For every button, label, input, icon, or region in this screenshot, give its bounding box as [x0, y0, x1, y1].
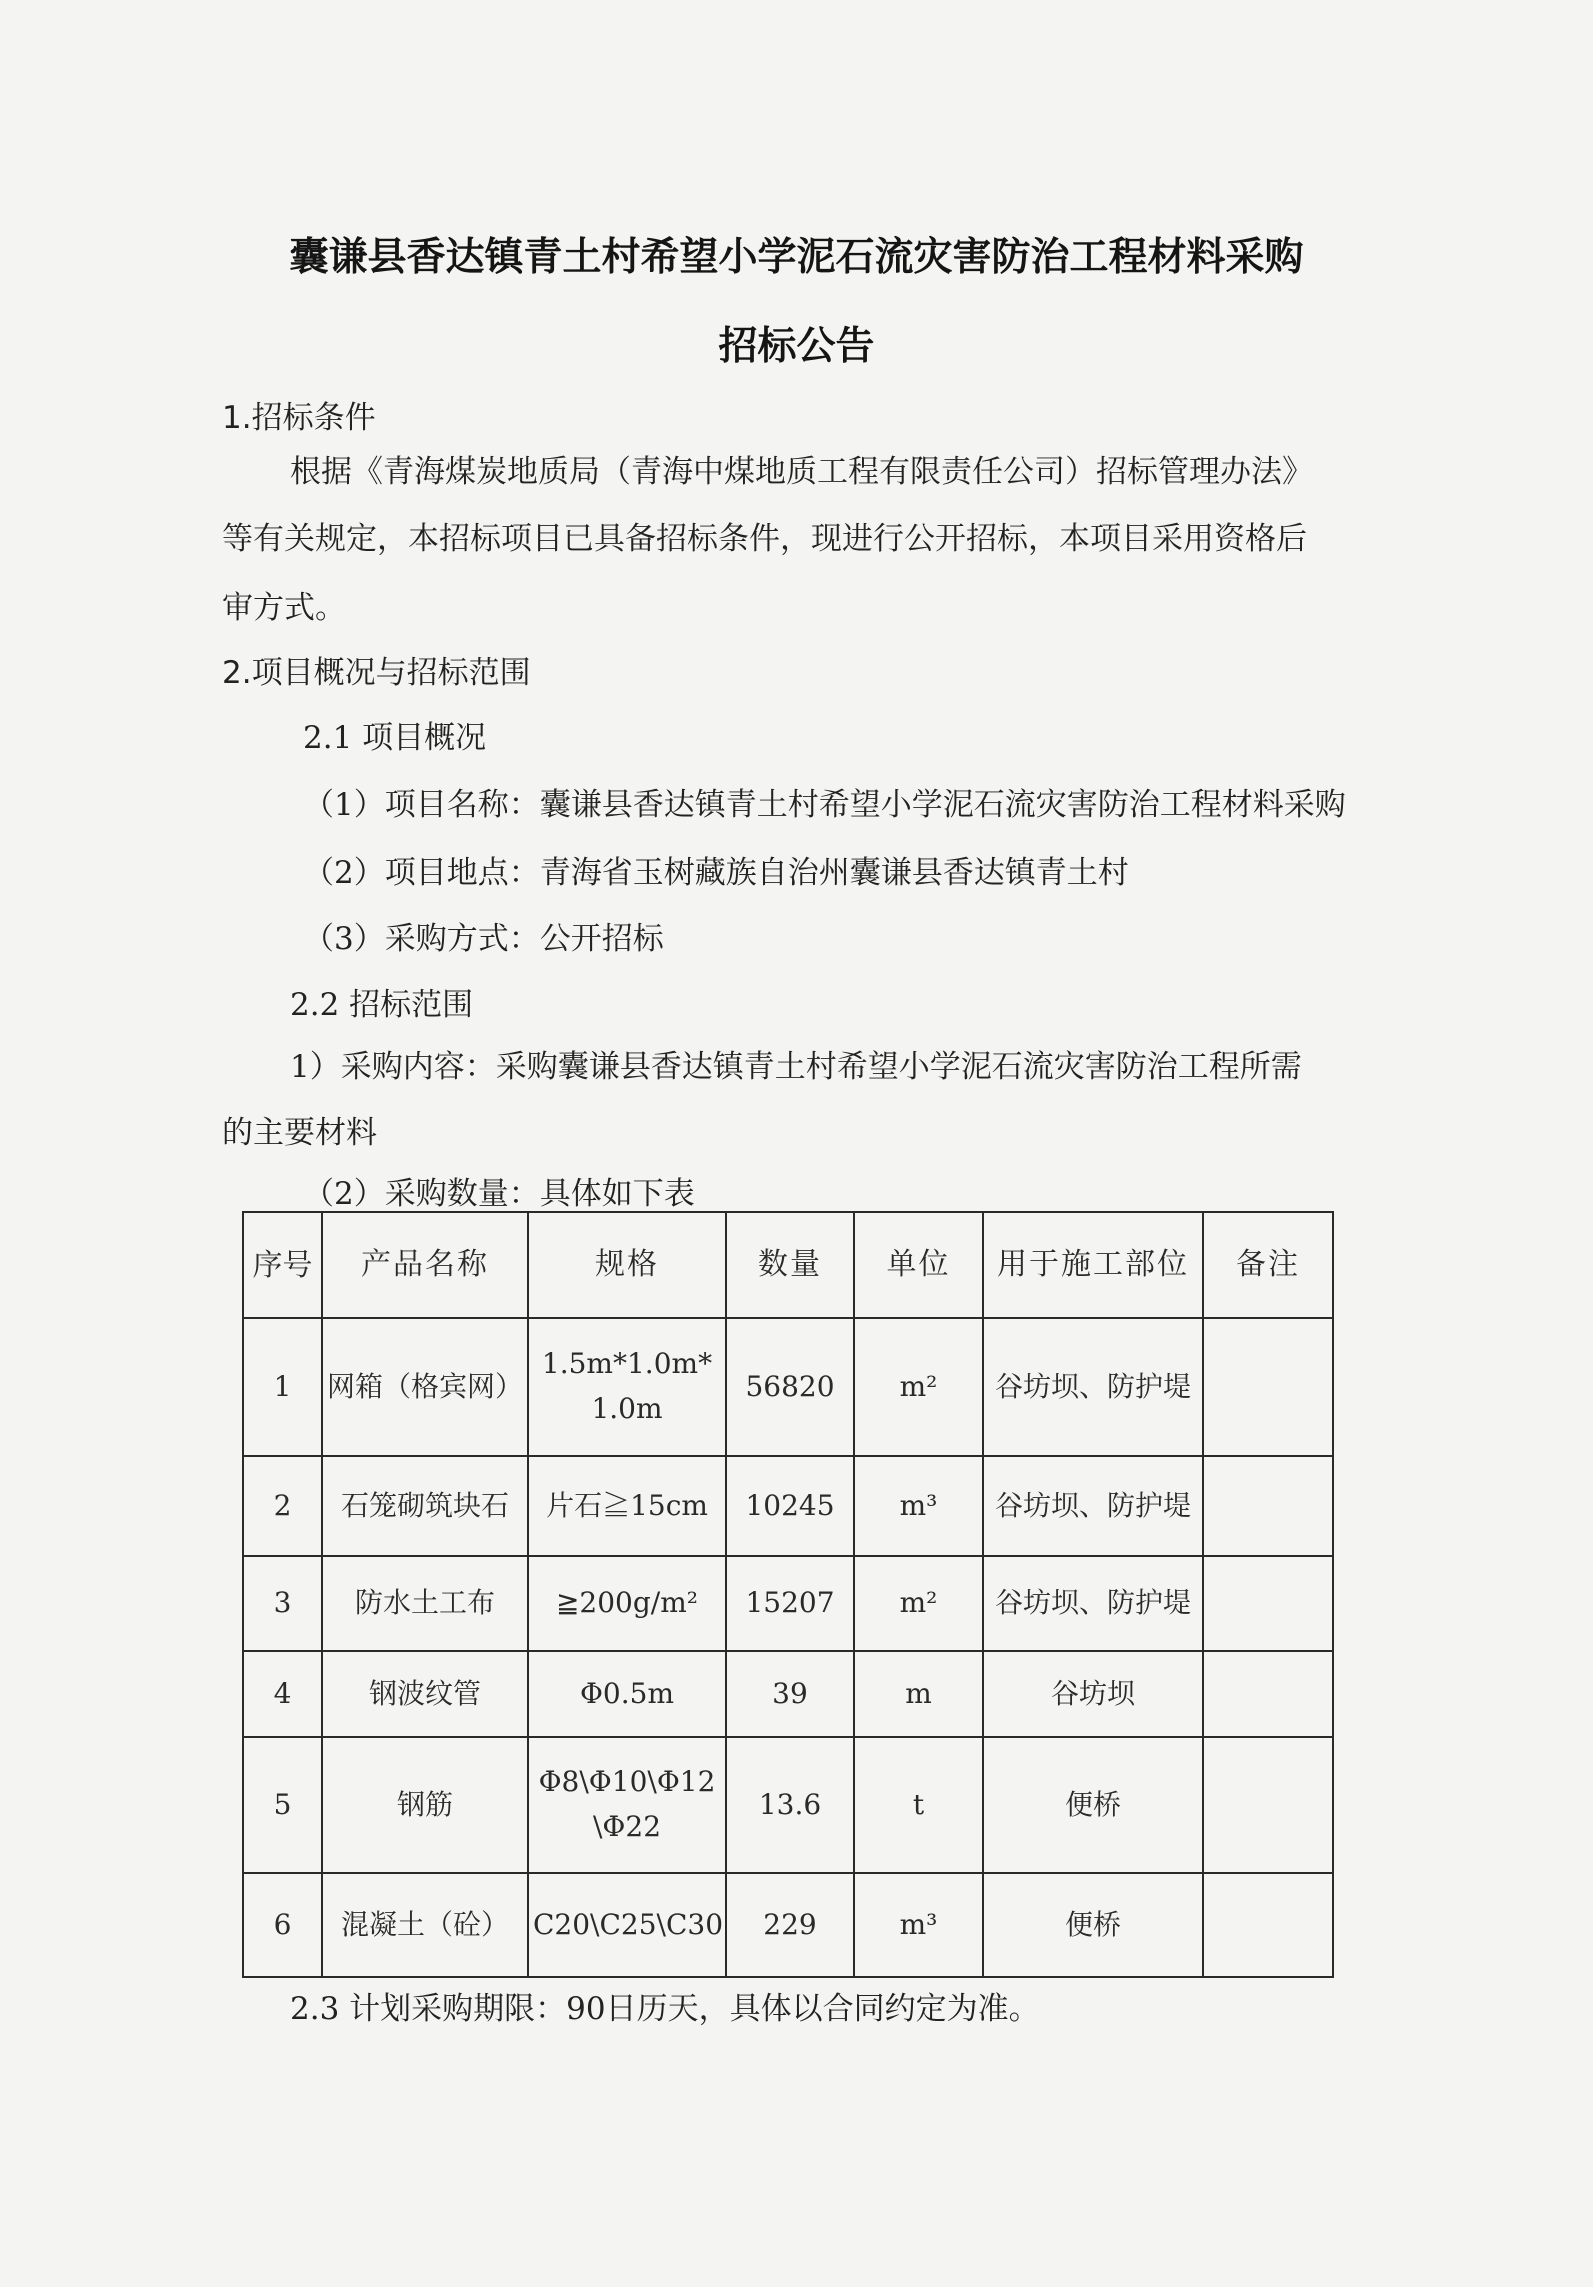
table-cell: 防水土工布 — [322, 1556, 528, 1651]
subsection-heading-overview: 2.1 项目概况 — [303, 720, 487, 756]
project-name-line: （1）项目名称：囊谦县香达镇青土村希望小学泥石流灾害防治工程材料采购 — [303, 787, 1346, 823]
table-cell: 谷坊坝 — [983, 1651, 1203, 1737]
table-cell — [1203, 1737, 1333, 1873]
table-cell: 2 — [243, 1456, 322, 1556]
table-cell: 钢波纹管 — [322, 1651, 528, 1737]
table-header-row — [243, 1212, 1333, 1318]
table-cell: 15207 — [726, 1556, 854, 1651]
table-cell: 56820 — [726, 1318, 854, 1456]
header-cell: 备注 — [1203, 1212, 1333, 1318]
table-cell: 5 — [243, 1737, 322, 1873]
section-heading-overview-scope: 2.项目概况与招标范围 — [222, 655, 531, 691]
table-cell: m³ — [854, 1873, 983, 1977]
table-cell: 1.5m*1.0m*1.0m — [528, 1318, 726, 1456]
table-cell — [1203, 1318, 1333, 1456]
table-cell: 229 — [726, 1873, 854, 1977]
table-cell: 网箱（格宾网） — [322, 1318, 528, 1456]
table-cell: 便桥 — [983, 1873, 1203, 1977]
table-cell: 便桥 — [983, 1737, 1203, 1873]
table-row — [243, 1456, 1333, 1556]
table-row — [243, 1873, 1333, 1977]
table-cell: m² — [854, 1318, 983, 1456]
table-cell: m — [854, 1651, 983, 1737]
table-cell — [1203, 1556, 1333, 1651]
table-cell: 3 — [243, 1556, 322, 1651]
table-cell: C20\C25\C30 — [528, 1873, 726, 1977]
table-row — [243, 1651, 1333, 1737]
header-cell: 数量 — [726, 1212, 854, 1318]
table-cell: 片石≧15cm — [528, 1456, 726, 1556]
materials-table — [242, 1211, 1334, 1978]
document-title: 囊谦县香达镇青土村希望小学泥石流灾害防治工程材料采购 — [289, 235, 1304, 280]
section-heading-bid-conditions: 1.招标条件 — [222, 400, 376, 436]
table-cell: ≧200g/m² — [528, 1556, 726, 1651]
header-cell: 单位 — [854, 1212, 983, 1318]
table-cell: t — [854, 1737, 983, 1873]
table-cell: 谷坊坝、防护堤 — [983, 1318, 1203, 1456]
table-cell: 石笼砌筑块石 — [322, 1456, 528, 1556]
table-cell: 39 — [726, 1651, 854, 1737]
subsection-heading-scope: 2.2 招标范围 — [290, 987, 474, 1023]
table-cell: 混凝土（砼） — [322, 1873, 528, 1977]
table-cell: Φ0.5m — [528, 1651, 726, 1737]
header-cell: 序号 — [243, 1212, 322, 1318]
header-cell: 用于施工部位 — [983, 1212, 1203, 1318]
procurement-content-line: 的主要材料 — [222, 1115, 377, 1151]
table-cell: 10245 — [726, 1456, 854, 1556]
header-cell: 产品名称 — [322, 1212, 528, 1318]
table-cell: 钢筋 — [322, 1737, 528, 1873]
header-cell: 规格 — [528, 1212, 726, 1318]
table-cell — [1203, 1651, 1333, 1737]
table-row — [243, 1556, 1333, 1651]
table-cell: 谷坊坝、防护堤 — [983, 1556, 1203, 1651]
table-cell: m³ — [854, 1456, 983, 1556]
table-cell: 13.6 — [726, 1737, 854, 1873]
table-row — [243, 1737, 1333, 1873]
procurement-quantity-line: （2）采购数量：具体如下表 — [303, 1176, 695, 1212]
table-cell — [1203, 1456, 1333, 1556]
paragraph-line: 审方式。 — [222, 590, 346, 626]
procurement-period-line: 2.3 计划采购期限：90日历天，具体以合同约定为准。 — [290, 1991, 1040, 2027]
document-subtitle: 招标公告 — [718, 324, 875, 369]
paragraph-line: 等有关规定，本招标项目已具备招标条件，现进行公开招标，本项目采用资格后 — [222, 521, 1307, 557]
table-cell: 6 — [243, 1873, 322, 1977]
table-cell: Φ8\Φ10\Φ12\Φ22 — [528, 1737, 726, 1873]
table-cell: m² — [854, 1556, 983, 1651]
procurement-method-line: （3）采购方式：公开招标 — [303, 921, 664, 957]
table-cell: 1 — [243, 1318, 322, 1456]
table-cell — [1203, 1873, 1333, 1977]
table-cell: 谷坊坝、防护堤 — [983, 1456, 1203, 1556]
table-cell: 4 — [243, 1651, 322, 1737]
project-location-line: （2）项目地点：青海省玉树藏族自治州囊谦县香达镇青土村 — [303, 855, 1129, 891]
paragraph-line: 根据《青海煤炭地质局（青海中煤地质工程有限责任公司）招标管理办法》 — [290, 454, 1313, 490]
table-row — [243, 1318, 1333, 1456]
procurement-content-line: 1）采购内容：采购囊谦县香达镇青土村希望小学泥石流灾害防治工程所需 — [290, 1049, 1302, 1085]
